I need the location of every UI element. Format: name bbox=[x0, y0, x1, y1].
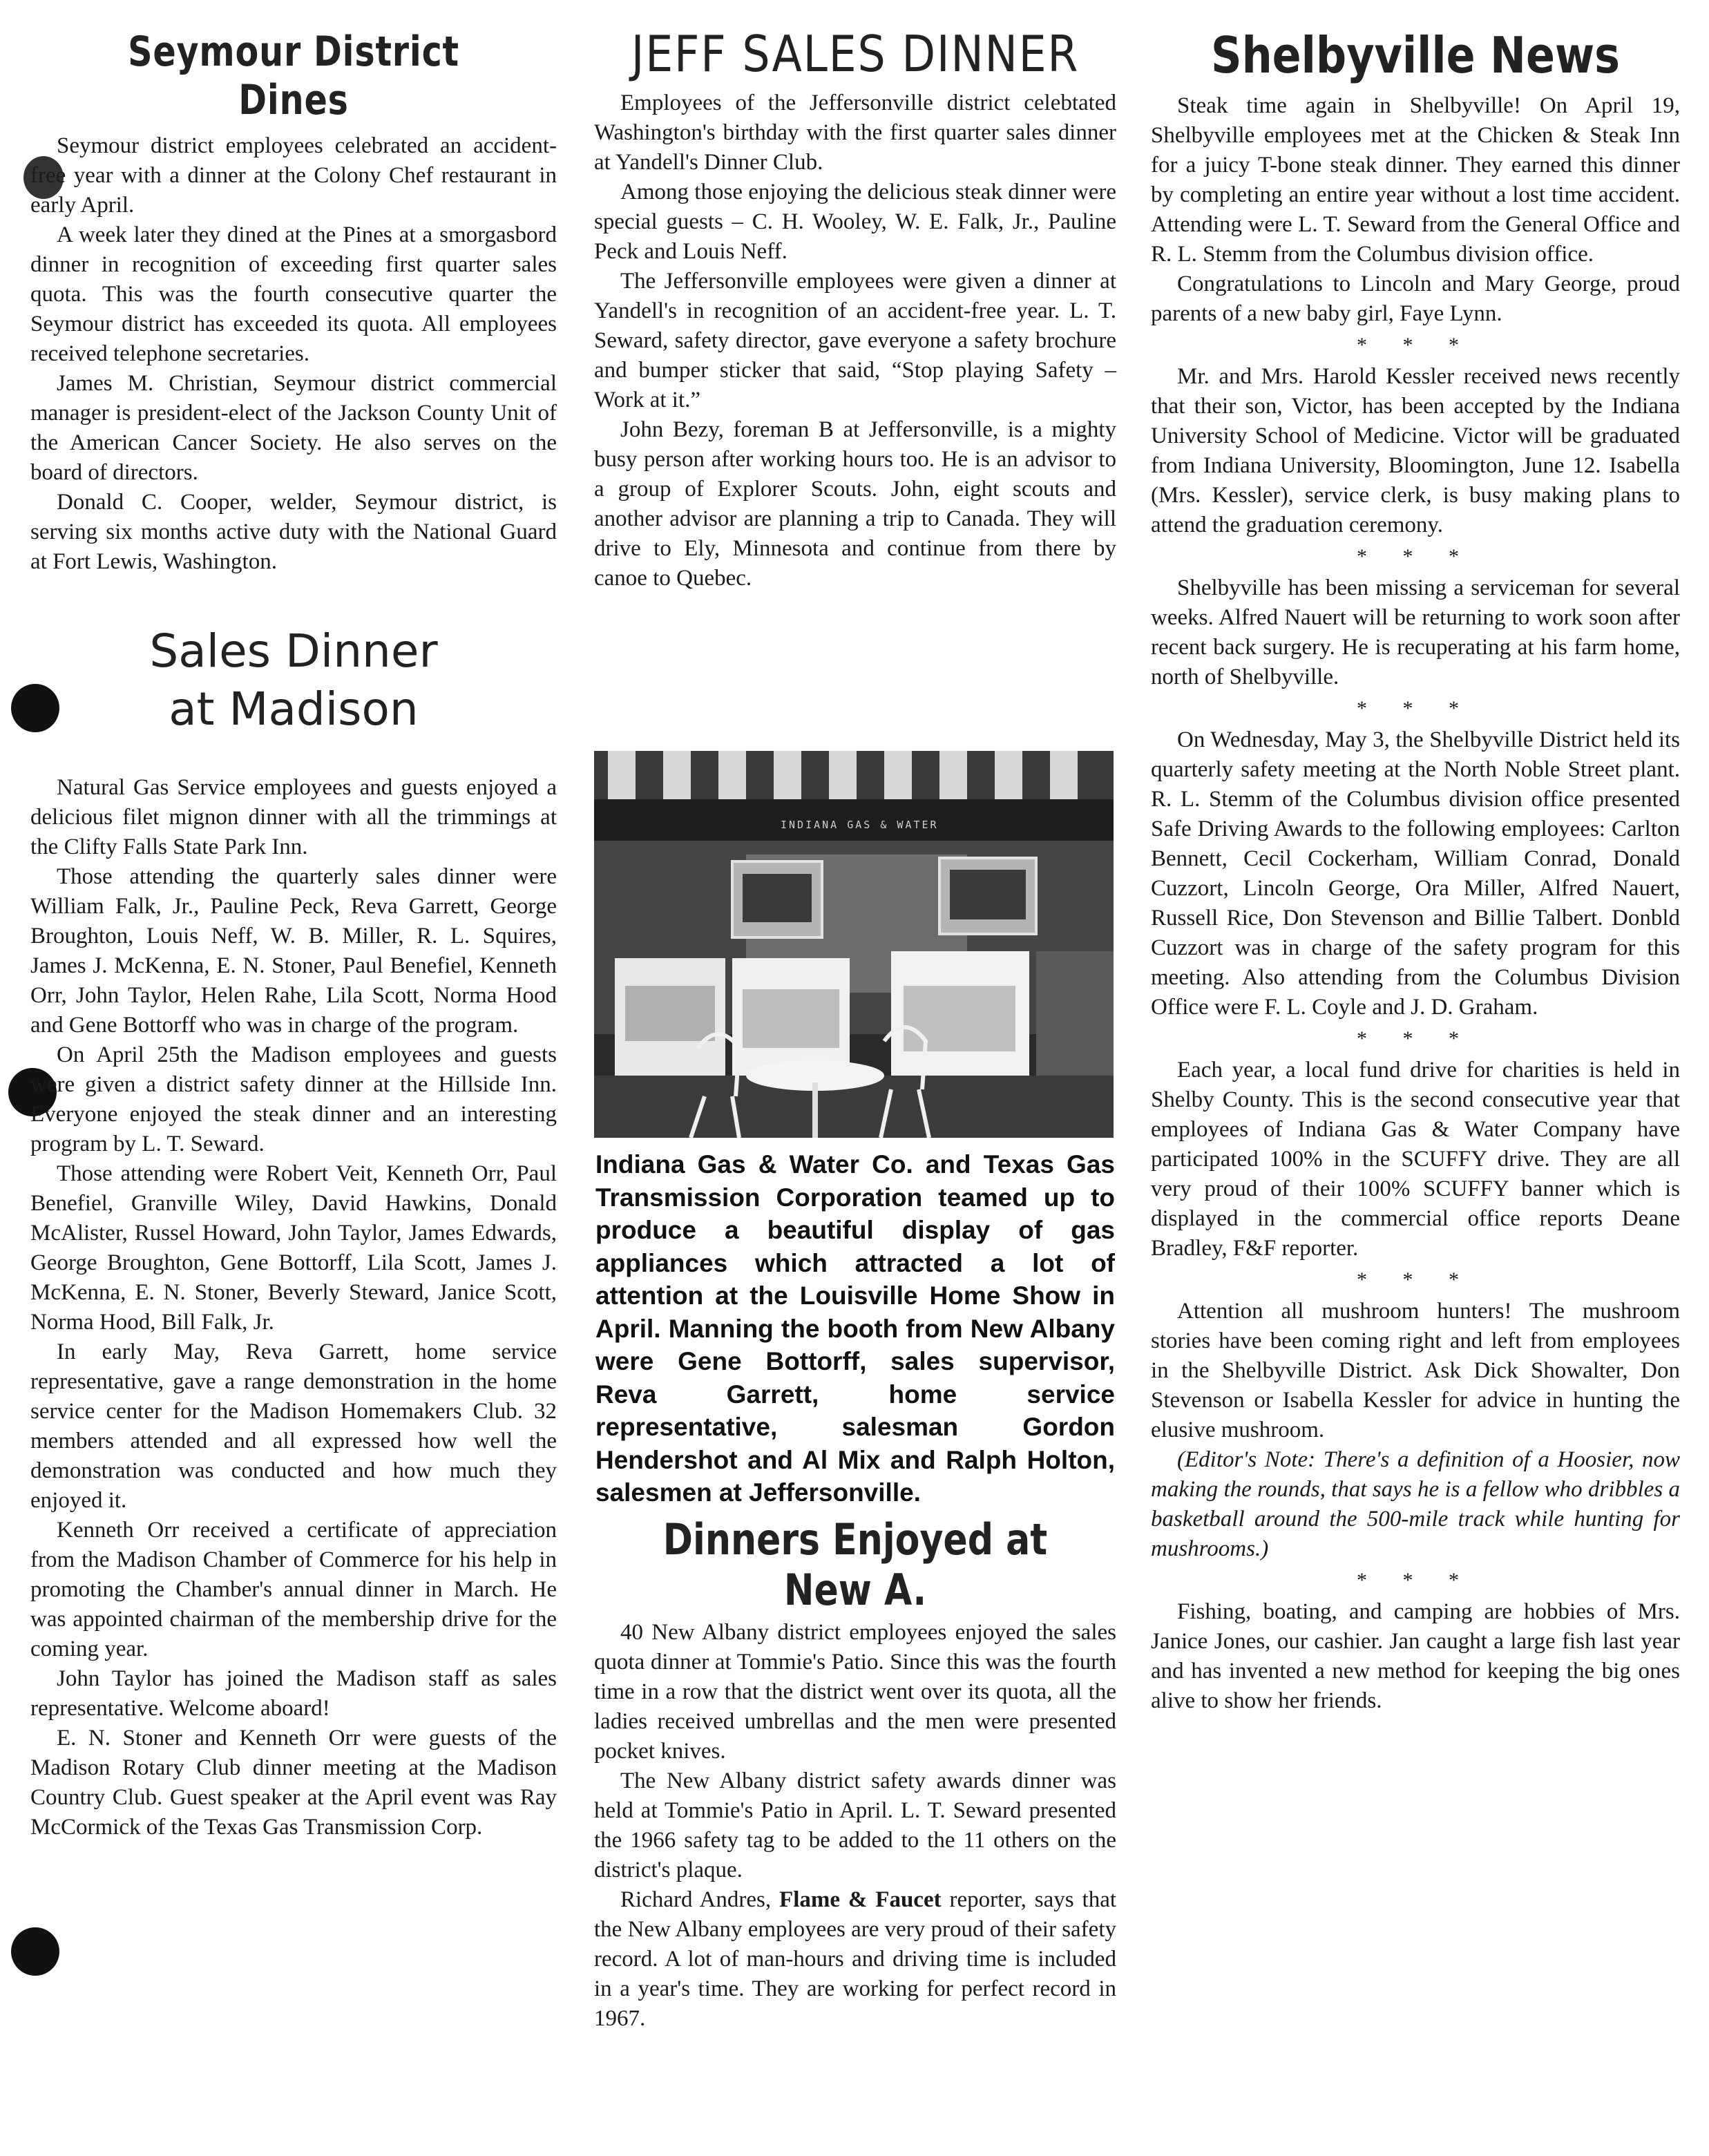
paragraph: The New Albany district safety awards dinner was held at Tommie's Patio in April. L. T. Seward presented the 1966 safety tag to be added to the 11 others on the district's plaque. bbox=[594, 1768, 1116, 1882]
headline-jeff: JEFF SALES DINNER bbox=[631, 25, 1080, 83]
article-seymour bbox=[30, 28, 557, 577]
paragraph: On April 25th the Madison employees and guests were given a district safety dinner at the Hillside Inn. Everyone enjoyed the steak dinner and an interesting program by L. T. Seward. bbox=[30, 1042, 557, 1156]
article-jeff bbox=[594, 25, 1116, 593]
paragraph: On Wednesday, May 3, the Shelbyville District held its quarterly safety meeting at the North Noble Street plant. R. L. Stemm of the Columbus division office presented Safe Driving Awards to the following employees: Carlton Bennett, Cecil Cockerham, William Conrad, Donald Cuzzort, Lincoln George, Ora Miller, Alfred Nauert, Russell Rice, Don Stevenson and Billie Talbert. Donbld Cuzzort was in charge of the safety program for this meeting. Also attending from the Columbus Division Office were F. L. Coyle and J. D. Graham. bbox=[1151, 727, 1680, 1020]
headline-seymour: Seymour District Dines bbox=[128, 28, 459, 124]
paragraph: Attention all mushroom hunters! The mushroom stories have been coming right and left from employees in the Shelbyville District. Ask Dick Showalter, Don Stevenson or Isabella Kessler for advice in hunting the elusive mushroom. bbox=[1151, 1299, 1680, 1442]
paragraph: Fishing, boating, and camping are hobbies of Mrs. Janice Jones, our cashier. Jan caught a large fish last year and has invented a new method for keeping the big ones alive to show her friends. bbox=[1151, 1599, 1680, 1713]
article-madison bbox=[30, 622, 557, 1842]
text-run: Richard Andres, bbox=[620, 1887, 780, 1912]
text-run: reporter, says that the New Albany employees are very proud of their safety record. A lot of man-hours and driving time is included in a year's time. They are working for perfect record in 1967. bbox=[594, 1887, 1117, 2031]
paragraph: Kenneth Orr received a certificate of appreciation from the Madison Chamber of Commerce for his help in promoting the Chamber's annual dinner in March. He was appointed chairman of the membership drive for the coming year. bbox=[30, 1518, 557, 1661]
headline-shelbyville: Shelbyville News bbox=[1210, 26, 1621, 84]
article-shelbyville bbox=[1151, 26, 1680, 1716]
awning-stripes bbox=[594, 751, 1114, 799]
paragraph: In early May, Reva Garrett, home service representative, gave a range demonstration in the home service center for the Madison Homemakers Club. 32 members attended and all expressed how well the demonstration was conducted and how much they enjoyed it. bbox=[30, 1339, 557, 1513]
separator-stars: * * * bbox=[1357, 334, 1474, 356]
booth-sign: INDIANA GAS & WATER bbox=[781, 819, 939, 831]
paragraph: Those attending the quarterly sales dinner were William Falk, Jr., Pauline Peck, Reva Garrett, George Broughton, Louis Neff, W. B. Miller, R. L. Squires, James J. McKenna, E. N. Stoner, Paul Benefiel, Kenneth Orr, John Taylor, Helen Rahe, Lila Scott, Norma Hood and Gene Bottorff who was in charge of the program. bbox=[30, 864, 557, 1038]
paragraph: The Jeffersonville employees were given a dinner at Yandell's in recognition of an accident-free year. L. T. Seward, safety director, gave everyone a safety brochure and bumper sticker that said, “Stop playing Safety – Work at it.” bbox=[594, 269, 1116, 412]
paragraph: Steak time again in Shelbyville! On April 19, Shelbyville employees met at the Chicken & Steak Inn for a juicy T-bone steak dinner. They earned this dinner by completing an entire year without a lost time accident. Attending were L. T. Seward from the General Office and R. L. Stemm from the Columbus division office. bbox=[1151, 93, 1680, 267]
paragraph: Natural Gas Service employees and guests enjoyed a delicious filet mignon dinner with all the trimmings at the Clifty Falls State Park Inn. bbox=[30, 775, 557, 859]
booth-photo bbox=[594, 751, 1114, 1138]
paragraph bbox=[594, 1885, 1116, 2034]
paragraph: James M. Christian, Seymour district commercial manager is president-elect of the Jackson County Unit of the American Cancer Society. He also serves on the board of directors. bbox=[30, 371, 557, 485]
editors-note: (Editor's Note: There's a definition of a Hoosier, now making the rounds, that says he is a fellow who dribbles a basketball around the 500-mile track while hunting for mushrooms.) bbox=[1151, 1447, 1680, 1561]
paragraph: Shelbyville has been missing a serviceman for several weeks. Alfred Nauert will be returning to work soon after recent back surgery. He is recuperating at his farm home, north of Shelbyville. bbox=[1151, 575, 1680, 689]
paragraph: Each year, a local fund drive for charities is held in Shelby County. This is the second consecutive year that employees of Indiana Gas & Water Company have participated 100% in the SCUFFY drive. They are all very proud of their 100% SCUFFY banner which is displayed in the commercial office reports Deane Bradley, F&F reporter. bbox=[1151, 1058, 1680, 1261]
paragraph: Seymour district employees celebrated an accident-free year with a dinner at the Colony Chef restaurant in early April. bbox=[30, 133, 557, 218]
paragraph: 40 New Albany district employees enjoyed the sales quota dinner at Tommie's Patio. Since this was the fourth time in a row that the district went over its quota, all the ladies received umbrellas and the men were presented pocket knives. bbox=[594, 1620, 1116, 1764]
article-new-albany bbox=[594, 1514, 1116, 2034]
headline-madison bbox=[30, 622, 557, 738]
paragraph: Those attending were Robert Veit, Kenneth Orr, Paul Benefiel, Granville Wiley, David Hawkins, Donald McAlister, Russel Howard, John Taylor, James Edwards, George Broughton, Gene Bottorff, Lila Scott, James J. McKenna, E. N. Stoner, Beverly Steward, Janice Scott, Norma Hood, Bill Falk, Jr. bbox=[30, 1161, 557, 1335]
separator-stars: * * * bbox=[1357, 1027, 1474, 1050]
paragraph: John Taylor has joined the Madison staff as sales representative. Welcome aboard! bbox=[30, 1666, 557, 1721]
paragraph: Mr. and Mrs. Harold Kessler received news recently that their son, Victor, has been accepted by the Indiana University School of Medicine. Victor will be graduated from Indiana University, Bloomington, June 12. Isabella (Mrs. Kessler), service clerk, is busy making plans to attend the graduation ceremony. bbox=[1151, 364, 1680, 537]
paragraph: E. N. Stoner and Kenneth Orr were guests of the Madison Rotary Club dinner meeting at the Madison Country Club. Guest speaker at the April event was Ray McCormick of the Texas Gas Transmission Corp. bbox=[30, 1726, 557, 1840]
paragraph: John Bezy, foreman B at Jeffersonville, is a mighty busy person after working hours too. He is an advisor to a group of Explorer Scouts. John, eight scouts and another advisor are planning a trip to Canada. They will drive to Ely, Minnesota and continue from there by canoe to Quebec. bbox=[594, 417, 1116, 591]
column-middle bbox=[594, 0, 1116, 593]
headline-line: at Madison bbox=[169, 683, 419, 736]
separator-stars: * * * bbox=[1357, 697, 1474, 720]
column-left bbox=[30, 0, 557, 1842]
separator-stars: * * * bbox=[1357, 545, 1474, 568]
publication-name: Flame & Faucet bbox=[779, 1887, 942, 1912]
separator-stars: * * * bbox=[1357, 1569, 1474, 1592]
paragraph: Donald C. Cooper, welder, Seymour district, is serving six months active duty with the National Guard at Fort Lewis, Washington. bbox=[30, 490, 557, 574]
punch-hole-lower bbox=[11, 1927, 59, 1976]
headline-new-albany: Dinners Enjoyed at New A. bbox=[662, 1514, 1048, 1615]
paragraph: A week later they dined at the Pines at a smorgasbord dinner in recognition of exceeding first quarter sales quota. This was the fourth consecutive quarter the Seymour district has exceeded its quota. All employees received telephone secretaries. bbox=[30, 222, 557, 366]
paragraph: Congratulations to Lincoln and Mary George, proud parents of a new baby girl, Faye Lynn. bbox=[1151, 271, 1680, 326]
paragraph: Among those enjoying the delicious steak dinner were special guests – C. H. Wooley, W. E. Falk, Jr., Pauline Peck and Louis Neff. bbox=[594, 180, 1116, 264]
paragraph: Employees of the Jeffersonville district celebtated Washington's birthday with the first quarter sales dinner at Yandell's Dinner Club. bbox=[594, 90, 1116, 175]
headline-line: Sales Dinner bbox=[149, 624, 438, 678]
photo-caption: Indiana Gas & Water Co. and Texas Gas Transmission Corporation teamed up to produce a beautiful display of gas appliances which attracted a lot of attention at the Louisville Home Show in April. Manning the booth from New Albany were Gene Bottorff, sales supervisor, Reva Garrett, home service representative, salesman Gordon Hendershot and Al Mix and Ralph Holton, salesmen at Jeffersonville. bbox=[595, 1150, 1115, 1507]
separator-stars: * * * bbox=[1357, 1268, 1474, 1291]
appliance-display-illustration bbox=[594, 751, 1114, 1138]
column-right bbox=[1151, 0, 1680, 1716]
